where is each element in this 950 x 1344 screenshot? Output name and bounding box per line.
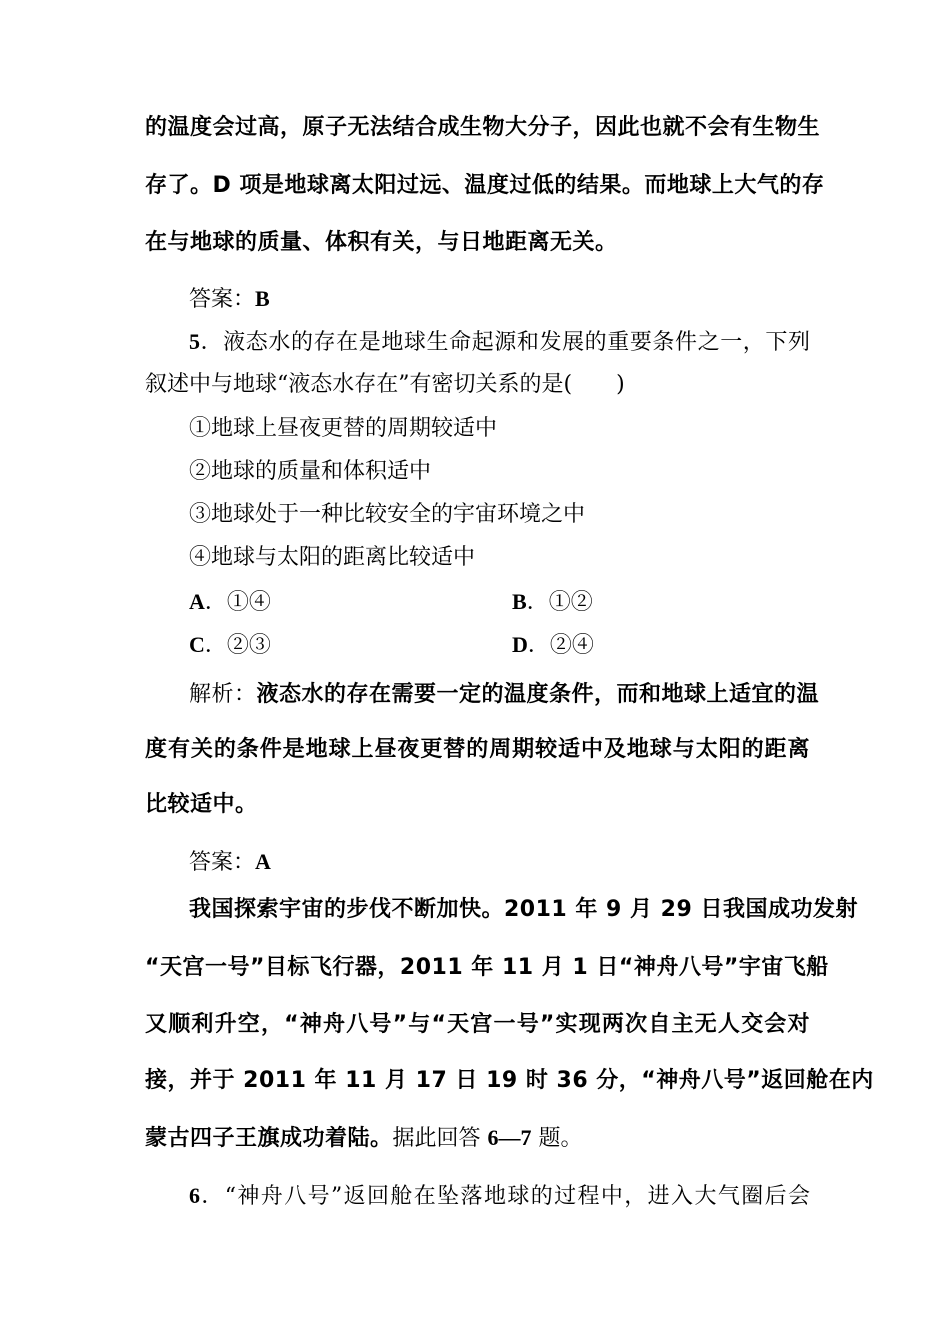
q6-stem-line-1 <box>145 1181 810 1212</box>
answer-label: 答案： <box>189 850 256 875</box>
passage-line-4: 接，并于 2011 年 11 月 17 日 19 时 36 分，“神舟八号”返回舱在内 <box>145 1068 874 1093</box>
passage-line-5-rest: 据此回答 <box>392 1126 488 1151</box>
q5-analysis-line-3: 比较适中。 <box>145 792 258 817</box>
answer-value: A <box>255 849 271 874</box>
q4-explanation-line-1: 的温度会过高，原子无法结合成生物大分子，因此也就不会有生物生 <box>145 115 821 140</box>
question-range: 6—7 <box>487 1125 532 1150</box>
passage-line-1: 我国探索宇宙的步伐不断加快。2011 年 9 月 29 日我国成功发射 <box>189 897 858 922</box>
option-letter: A <box>189 589 205 614</box>
q4-answer <box>145 284 810 315</box>
passage-line-2: “天宫一号”目标飞行器，2011 年 11 月 1 日“神舟八号”宇宙飞船 <box>145 955 829 980</box>
q5-item-4: ④地球与太阳的距离比较适中 <box>189 545 476 570</box>
q5-stem-line-1 <box>145 327 810 358</box>
q6-number: 6 <box>189 1183 200 1208</box>
q5-stem-line-2: 叙述中与地球“液态水存在”有密切关系的是( ) <box>145 372 625 397</box>
q5-item-2: ②地球的质量和体积适中 <box>189 459 432 484</box>
q6-stem-text-1: ．“神舟八号”返回舱在坠落地球的过程中，进入大气圈后会 <box>200 1184 810 1209</box>
passage-line-5-end: 题。 <box>531 1126 583 1151</box>
answer-label: 答案： <box>189 287 256 312</box>
option-text: ．②④ <box>527 633 594 658</box>
q4-explanation-line-2: 存了。D 项是地球离太阳过远、温度过低的结果。而地球上大气的存 <box>145 173 825 198</box>
q5-item-3: ③地球处于一种比较安全的宇宙环境之中 <box>189 502 586 527</box>
q5-stem-text-1: ．液态水的存在是地球生命起源和发展的重要条件之一，下列 <box>200 330 810 355</box>
q4-explanation-line-3: 在与地球的质量、体积有关，与日地距离无关。 <box>145 230 618 255</box>
q5-option-b <box>512 587 593 618</box>
option-letter: B <box>512 589 527 614</box>
option-text: ．①④ <box>204 590 271 615</box>
q5-analysis-line-2: 度有关的条件是地球上昼夜更替的周期较适中及地球与太阳的距离 <box>145 737 810 762</box>
option-letter: D <box>512 632 528 657</box>
option-text: ．②③ <box>204 633 271 658</box>
q5-item-1: ①地球上昼夜更替的周期较适中 <box>189 416 498 441</box>
q5-analysis-line-1 <box>145 680 820 710</box>
q5-option-c <box>189 630 271 661</box>
q5-option-a <box>189 587 271 618</box>
answer-value: B <box>255 286 270 311</box>
q5-option-d <box>512 630 594 661</box>
option-letter: C <box>189 632 205 657</box>
passage-line-5-bold: 蒙古四子王旗成功着陆。 <box>145 1126 393 1151</box>
analysis-text-1: 液态水的存在需要一定的温度条件，而和地球上适宜的温 <box>256 682 820 707</box>
option-text: ．①② <box>526 590 593 615</box>
passage-line-5 <box>145 1123 810 1154</box>
analysis-label: 解析： <box>189 682 257 707</box>
passage-line-3: 又顺利升空，“神舟八号”与“天宫一号”实现两次自主无人交会对 <box>145 1012 810 1037</box>
q5-number: 5 <box>189 329 200 354</box>
q5-answer <box>145 847 810 878</box>
